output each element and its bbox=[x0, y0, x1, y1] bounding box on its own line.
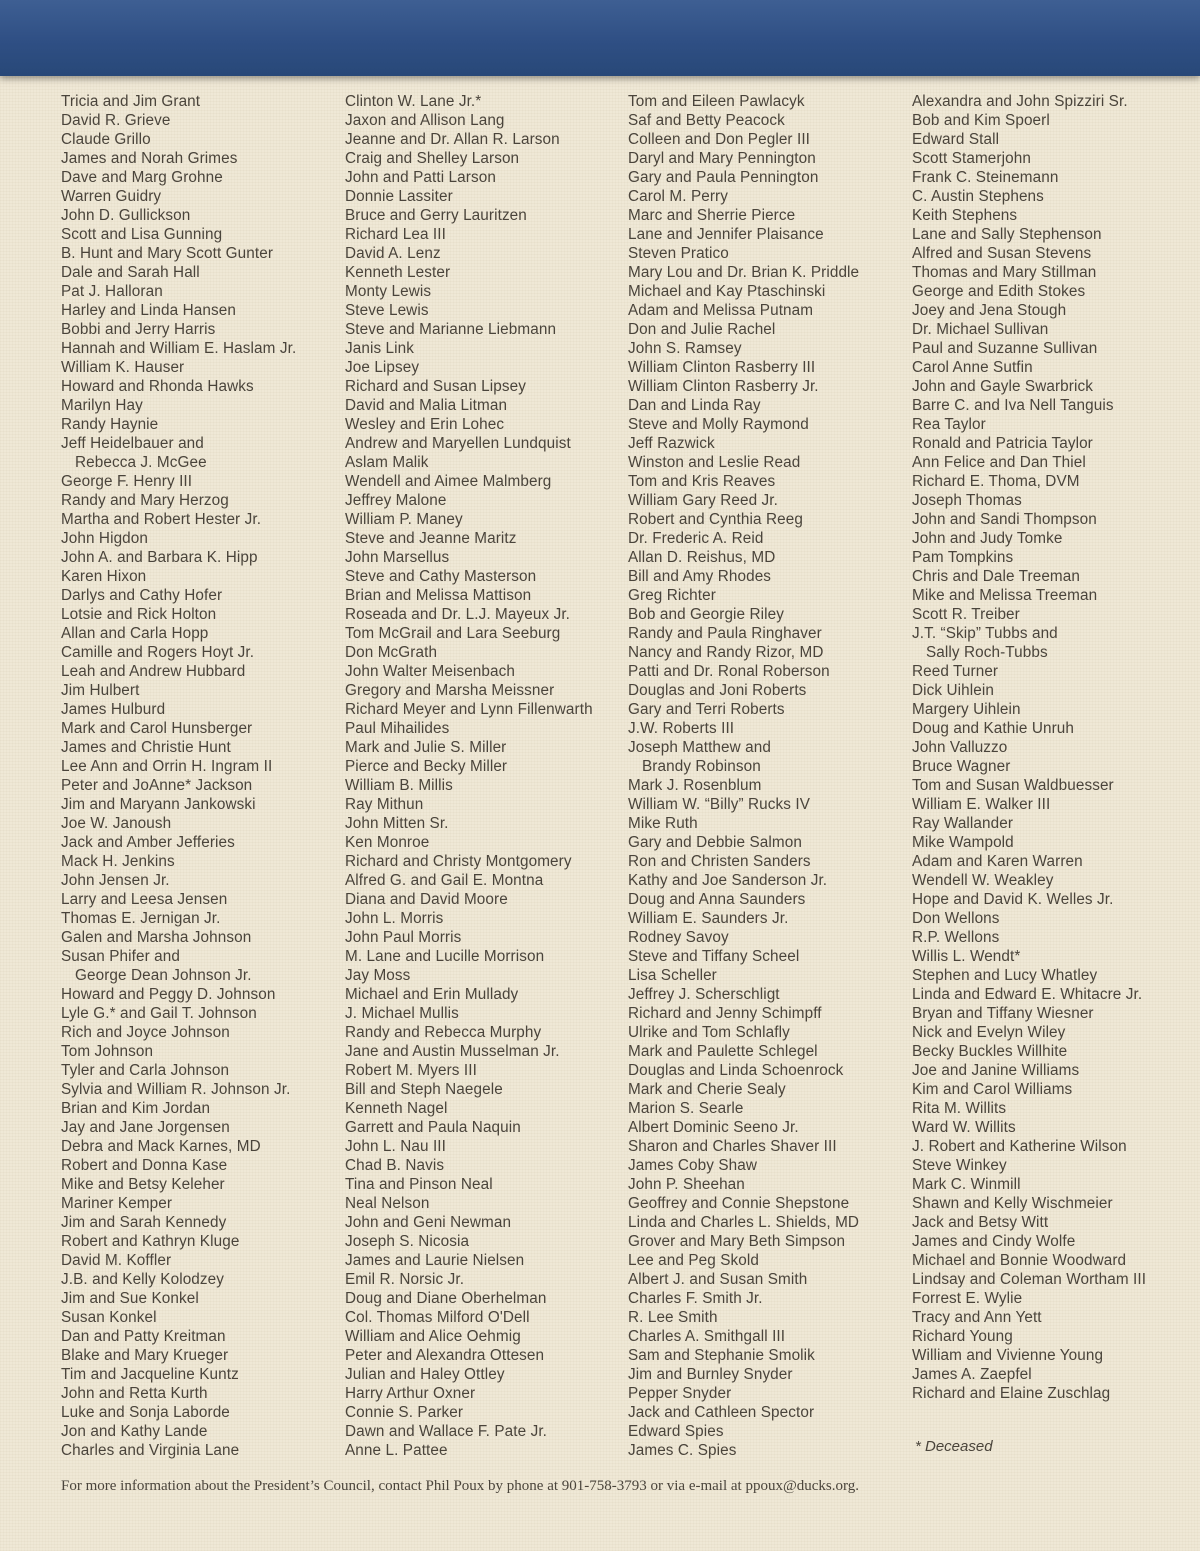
donor-name: Jane and Austin Musselman Jr. bbox=[345, 1043, 560, 1060]
donor-name: Joseph Thomas bbox=[912, 492, 1022, 509]
donor-name: Willis L. Wendt* bbox=[912, 948, 1021, 965]
donor-name: Randy and Mary Herzog bbox=[61, 492, 229, 509]
donor-name: William E. Walker III bbox=[912, 796, 1051, 813]
donor-name: William E. Saunders Jr. bbox=[628, 910, 789, 927]
donor-name: Mike Wampold bbox=[912, 834, 1014, 851]
donor-name: Marc and Sherrie Pierce bbox=[628, 207, 796, 224]
donor-name: Neal Nelson bbox=[345, 1195, 430, 1212]
donor-name: Donnie Lassiter bbox=[345, 188, 453, 205]
donor-name: Stephen and Lucy Whatley bbox=[912, 967, 1098, 984]
donor-name: Steve and Molly Raymond bbox=[628, 416, 809, 433]
donor-name: John Walter Meisenbach bbox=[345, 663, 515, 680]
donor-name: Aslam Malik bbox=[345, 454, 429, 471]
donor-name: Lindsay and Coleman Wortham III bbox=[912, 1271, 1147, 1288]
donor-name: C. Austin Stephens bbox=[912, 188, 1044, 205]
donor-name: Sylvia and William R. Johnson Jr. bbox=[61, 1081, 291, 1098]
donor-name: George and Edith Stokes bbox=[912, 283, 1086, 300]
donor-name: Paul and Suzanne Sullivan bbox=[912, 340, 1098, 357]
donor-name: Sam and Stephanie Smolik bbox=[628, 1347, 815, 1364]
donor-name: Kim and Carol Williams bbox=[912, 1081, 1073, 1098]
donor-name: Kenneth Nagel bbox=[345, 1100, 448, 1117]
donor-name: Marion S. Searle bbox=[628, 1100, 744, 1117]
donor-name: Mariner Kemper bbox=[61, 1195, 173, 1212]
donor-name: Richard and Christy Montgomery bbox=[345, 853, 572, 870]
donor-name: Mike and Melissa Treeman bbox=[912, 587, 1098, 604]
donor-column-4 bbox=[912, 92, 1192, 1403]
donor-name: Gary and Paula Pennington bbox=[628, 169, 819, 186]
donor-name: Scott and Lisa Gunning bbox=[61, 226, 223, 243]
donor-name: James C. Spies bbox=[628, 1442, 737, 1459]
donor-name: John P. Sheehan bbox=[628, 1176, 745, 1193]
donor-name: Martha and Robert Hester Jr. bbox=[61, 511, 262, 528]
donor-name: Joseph Matthew and bbox=[628, 739, 771, 756]
donor-name: William and Vivienne Young bbox=[912, 1347, 1104, 1364]
donor-name: Bobbi and Jerry Harris bbox=[61, 321, 216, 338]
donor-name: Randy Haynie bbox=[61, 416, 159, 433]
donor-name: Karen Hixon bbox=[61, 568, 147, 585]
donor-name: Mack H. Jenkins bbox=[61, 853, 175, 870]
donor-name: Tom and Kris Reaves bbox=[628, 473, 776, 490]
donor-name: Paul Mihailides bbox=[345, 720, 450, 737]
donor-name: Gregory and Marsha Meissner bbox=[345, 682, 555, 699]
donor-name: Brian and Kim Jordan bbox=[61, 1100, 211, 1117]
donor-name: Susan Phifer and bbox=[61, 948, 180, 965]
donor-name: David M. Koffler bbox=[61, 1252, 172, 1269]
donor-name: Steven Pratico bbox=[628, 245, 729, 262]
donor-name: Tom McGrail and Lara Seeburg bbox=[345, 625, 561, 642]
donor-name: Lotsie and Rick Holton bbox=[61, 606, 217, 623]
donor-name: Carol M. Perry bbox=[628, 188, 728, 205]
donor-name: Tom and Susan Waldbuesser bbox=[912, 777, 1114, 794]
donor-name: Steve and Cathy Masterson bbox=[345, 568, 537, 585]
donor-name: Susan Konkel bbox=[61, 1309, 157, 1326]
donor-name: Jeff Razwick bbox=[628, 435, 715, 452]
donor-name: Grover and Mary Beth Simpson bbox=[628, 1233, 846, 1250]
donor-name: Steve Winkey bbox=[912, 1157, 1007, 1174]
donor-name: Rodney Savoy bbox=[628, 929, 729, 946]
donor-name: Anne L. Pattee bbox=[345, 1442, 448, 1459]
donor-name: Mike Ruth bbox=[628, 815, 698, 832]
donor-name: Don McGrath bbox=[345, 644, 438, 661]
donor-name: Pierce and Becky Miller bbox=[345, 758, 508, 775]
donor-name: John L. Nau III bbox=[345, 1138, 446, 1155]
donor-name: Edward Spies bbox=[628, 1423, 724, 1440]
donor-column-3 bbox=[628, 92, 908, 1460]
donor-name: Greg Richter bbox=[628, 587, 716, 604]
donor-name: Lyle G.* and Gail T. Johnson bbox=[61, 1005, 257, 1022]
donor-name: Tom Johnson bbox=[61, 1043, 154, 1060]
donor-name: Thomas E. Jernigan Jr. bbox=[61, 910, 221, 927]
donor-name-continuation: Rebecca J. McGee bbox=[75, 454, 207, 471]
donor-name: Linda and Charles L. Shields, MD bbox=[628, 1214, 860, 1231]
donor-name: Tricia and Jim Grant bbox=[61, 93, 201, 110]
donor-name: Charles and Virginia Lane bbox=[61, 1442, 240, 1459]
donor-name: John Mitten Sr. bbox=[345, 815, 449, 832]
footer-contact-note: For more information about the President’s Council, contact Phil Poux by phone at 901-758-3793 or via e-mail at ppoux@ducks.org. bbox=[61, 1478, 859, 1494]
donor-name: Alfred and Susan Stevens bbox=[912, 245, 1092, 262]
donor-name: Garrett and Paula Naquin bbox=[345, 1119, 521, 1136]
donor-name: Hope and David K. Welles Jr. bbox=[912, 891, 1114, 908]
donor-name: Ward W. Willits bbox=[912, 1119, 1016, 1136]
donor-name: Saf and Betty Peacock bbox=[628, 112, 785, 129]
donor-name: Brian and Melissa Mattison bbox=[345, 587, 532, 604]
donor-name: Bill and Amy Rhodes bbox=[628, 568, 772, 585]
donor-name: David and Malia Litman bbox=[345, 397, 508, 414]
donor-name: Camille and Rogers Hoyt Jr. bbox=[61, 644, 255, 661]
donor-name: Pat J. Halloran bbox=[61, 283, 163, 300]
donor-name: Jeanne and Dr. Allan R. Larson bbox=[345, 131, 560, 148]
donor-name-continuation: Brandy Robinson bbox=[642, 758, 761, 775]
donor-name: Dr. Frederic A. Reid bbox=[628, 530, 764, 547]
donor-name: Joe W. Janoush bbox=[61, 815, 172, 832]
donor-name: James A. Zaepfel bbox=[912, 1366, 1032, 1383]
donor-name: William and Alice Oehmig bbox=[345, 1328, 521, 1345]
donor-name: Rea Taylor bbox=[912, 416, 986, 433]
donor-name: David R. Grieve bbox=[61, 112, 171, 129]
donor-name: Richard and Susan Lipsey bbox=[345, 378, 526, 395]
donor-name: Charles A. Smithgall III bbox=[628, 1328, 786, 1345]
donor-name: James Coby Shaw bbox=[628, 1157, 758, 1174]
donor-name: Jim and Sue Konkel bbox=[61, 1290, 199, 1307]
donor-name: Jaxon and Allison Lang bbox=[345, 112, 505, 129]
donor-name: William Clinton Rasberry Jr. bbox=[628, 378, 819, 395]
donor-name: Galen and Marsha Johnson bbox=[61, 929, 252, 946]
donor-name: Wendell and Aimee Malmberg bbox=[345, 473, 552, 490]
donor-name: Steve and Marianne Liebmann bbox=[345, 321, 557, 338]
donor-name-continuation: Sally Roch-Tubbs bbox=[926, 644, 1048, 661]
donor-name: Jeffrey J. Scherschligt bbox=[628, 986, 780, 1003]
donor-name: Joseph S. Nicosia bbox=[345, 1233, 470, 1250]
donor-name: Roseada and Dr. L.J. Mayeux Jr. bbox=[345, 606, 571, 623]
donor-name: Luke and Sonja Laborde bbox=[61, 1404, 230, 1421]
donor-name: Janis Link bbox=[345, 340, 415, 357]
donor-name: Alfred G. and Gail E. Montna bbox=[345, 872, 544, 889]
donor-name: Lane and Sally Stephenson bbox=[912, 226, 1102, 243]
donor-name: Joe and Janine Williams bbox=[912, 1062, 1080, 1079]
donor-name: Jim and Burnley Snyder bbox=[628, 1366, 793, 1383]
donor-name: William W. “Billy” Rucks IV bbox=[628, 796, 811, 813]
donor-name: Robert M. Myers III bbox=[345, 1062, 477, 1079]
donor-name: Albert Dominic Seeno Jr. bbox=[628, 1119, 799, 1136]
donor-name: Randy and Rebecca Murphy bbox=[345, 1024, 542, 1041]
donor-name: Jay and Jane Jorgensen bbox=[61, 1119, 230, 1136]
donor-name: Douglas and Joni Roberts bbox=[628, 682, 807, 699]
donor-name: Blake and Mary Krueger bbox=[61, 1347, 229, 1364]
donor-name: John S. Ramsey bbox=[628, 340, 742, 357]
donor-name: Dave and Marg Grohne bbox=[61, 169, 223, 186]
donor-name: Lee and Peg Skold bbox=[628, 1252, 759, 1269]
donor-name: Col. Thomas Milford O'Dell bbox=[345, 1309, 530, 1326]
donor-name: Jack and Cathleen Spector bbox=[628, 1404, 815, 1421]
donor-name: Peter and JoAnne* Jackson bbox=[61, 777, 253, 794]
donor-name: John and Patti Larson bbox=[345, 169, 496, 186]
donor-name: Ray Wallander bbox=[912, 815, 1014, 832]
donor-name: Dick Uihlein bbox=[912, 682, 994, 699]
donor-name: John D. Gullickson bbox=[61, 207, 191, 224]
donor-name: Tracy and Ann Yett bbox=[912, 1309, 1042, 1326]
donor-name: James Hulburd bbox=[61, 701, 166, 718]
donor-name: Allan and Carla Hopp bbox=[61, 625, 209, 642]
donor-name: William P. Maney bbox=[345, 511, 463, 528]
donor-name: Tim and Jacqueline Kuntz bbox=[61, 1366, 239, 1383]
donor-name: Dawn and Wallace F. Pate Jr. bbox=[345, 1423, 548, 1440]
donor-name: Doug and Anna Saunders bbox=[628, 891, 806, 908]
donor-name: Albert J. and Susan Smith bbox=[628, 1271, 808, 1288]
donor-name: Doug and Kathie Unruh bbox=[912, 720, 1074, 737]
donor-name: Michael and Bonnie Woodward bbox=[912, 1252, 1127, 1269]
donor-name: Shawn and Kelly Wischmeier bbox=[912, 1195, 1113, 1212]
donor-name: Ken Monroe bbox=[345, 834, 430, 851]
deceased-note: * Deceased bbox=[915, 1438, 993, 1455]
donor-name: Tina and Pinson Neal bbox=[345, 1176, 493, 1193]
donor-name: Rita M. Willits bbox=[912, 1100, 1007, 1117]
donor-name: J. Michael Mullis bbox=[345, 1005, 459, 1022]
donor-name: Leah and Andrew Hubbard bbox=[61, 663, 246, 680]
donor-name: Winston and Leslie Read bbox=[628, 454, 801, 471]
donor-name: Lisa Scheller bbox=[628, 967, 717, 984]
donor-name: John and Sandi Thompson bbox=[912, 511, 1097, 528]
donor-name: Edward Stall bbox=[912, 131, 1000, 148]
donor-name: Craig and Shelley Larson bbox=[345, 150, 520, 167]
donor-name: Scott R. Treiber bbox=[912, 606, 1020, 623]
donor-name: Bob and Georgie Riley bbox=[628, 606, 785, 623]
donor-name: Steve and Jeanne Maritz bbox=[345, 530, 517, 547]
donor-name: Bill and Steph Naegele bbox=[345, 1081, 503, 1098]
donor-name: Connie S. Parker bbox=[345, 1404, 464, 1421]
donor-name: R. Lee Smith bbox=[628, 1309, 718, 1326]
donor-name: Marilyn Hay bbox=[61, 397, 143, 414]
donor-name: John Valluzzo bbox=[912, 739, 1008, 756]
donor-name: Nancy and Randy Rizor, MD bbox=[628, 644, 824, 661]
donor-name: Mark and Paulette Schlegel bbox=[628, 1043, 818, 1060]
donor-name: R.P. Wellons bbox=[912, 929, 1000, 946]
donor-name: Steve Lewis bbox=[345, 302, 429, 319]
donor-name: Margery Uihlein bbox=[912, 701, 1021, 718]
donor-name: Michael and Erin Mullady bbox=[345, 986, 519, 1003]
donor-name: Colleen and Don Pegler III bbox=[628, 131, 811, 148]
donor-column-2 bbox=[345, 92, 625, 1460]
donor-name: Jim and Maryann Jankowski bbox=[61, 796, 256, 813]
donor-name: George F. Henry III bbox=[61, 473, 193, 490]
donor-name: James and Norah Grimes bbox=[61, 150, 238, 167]
donor-name: M. Lane and Lucille Morrison bbox=[345, 948, 545, 965]
donor-name: Robert and Kathryn Kluge bbox=[61, 1233, 240, 1250]
donor-name: Jack and Betsy Witt bbox=[912, 1214, 1049, 1231]
donor-name: Harley and Linda Hansen bbox=[61, 302, 236, 319]
donor-name: Nick and Evelyn Wiley bbox=[912, 1024, 1066, 1041]
donor-name: Harry Arthur Oxner bbox=[345, 1385, 476, 1402]
donor-name: James and Christie Hunt bbox=[61, 739, 231, 756]
donor-name: Keith Stephens bbox=[912, 207, 1018, 224]
donor-name: Richard and Elaine Zuschlag bbox=[912, 1385, 1111, 1402]
donor-name: Sharon and Charles Shaver III bbox=[628, 1138, 837, 1155]
header-band bbox=[0, 0, 1200, 76]
donor-name: Jay Moss bbox=[345, 967, 411, 984]
donor-name: Allan D. Reishus, MD bbox=[628, 549, 776, 566]
donor-name: John and Gayle Swarbrick bbox=[912, 378, 1093, 395]
donor-name: John Marsellus bbox=[345, 549, 450, 566]
donor-name: Mark and Cherie Sealy bbox=[628, 1081, 786, 1098]
donor-name: Carol Anne Sutfin bbox=[912, 359, 1033, 376]
donor-name: Andrew and Maryellen Lundquist bbox=[345, 435, 571, 452]
donor-name: J.B. and Kelly Kolodzey bbox=[61, 1271, 225, 1288]
donor-name: Ann Felice and Dan Thiel bbox=[912, 454, 1086, 471]
donor-name: Bryan and Tiffany Wiesner bbox=[912, 1005, 1094, 1022]
donor-name: Ray Mithun bbox=[345, 796, 424, 813]
donor-name: Howard and Rhonda Hawks bbox=[61, 378, 254, 395]
donor-name: Robert and Cynthia Reeg bbox=[628, 511, 803, 528]
donor-name: John and Retta Kurth bbox=[61, 1385, 208, 1402]
donor-name: Clinton W. Lane Jr.* bbox=[345, 93, 482, 110]
donor-name: Lane and Jennifer Plaisance bbox=[628, 226, 824, 243]
donor-name: Hannah and William E. Haslam Jr. bbox=[61, 340, 297, 357]
donor-name: Tyler and Carla Johnson bbox=[61, 1062, 230, 1079]
donor-name: Linda and Edward E. Whitacre Jr. bbox=[912, 986, 1143, 1003]
donor-name: Dan and Patty Kreitman bbox=[61, 1328, 226, 1345]
donor-name: Don and Julie Rachel bbox=[628, 321, 776, 338]
donor-name: Emil R. Norsic Jr. bbox=[345, 1271, 465, 1288]
donor-name: Frank C. Steinemann bbox=[912, 169, 1059, 186]
donor-name: Mark C. Winmill bbox=[912, 1176, 1021, 1193]
donor-name: Jack and Amber Jefferies bbox=[61, 834, 235, 851]
donor-name: Debra and Mack Karnes, MD bbox=[61, 1138, 261, 1155]
donor-name: Gary and Debbie Salmon bbox=[628, 834, 802, 851]
donor-name: Ron and Christen Sanders bbox=[628, 853, 811, 870]
donor-name: William K. Hauser bbox=[61, 359, 185, 376]
donor-name: Doug and Diane Oberhelman bbox=[345, 1290, 547, 1307]
donor-name: Mark J. Rosenblum bbox=[628, 777, 762, 794]
donor-name: Richard E. Thoma, DVM bbox=[912, 473, 1080, 490]
donor-name: Chris and Dale Treeman bbox=[912, 568, 1080, 585]
donor-name: John Jensen Jr. bbox=[61, 872, 170, 889]
donor-name: Warren Guidry bbox=[61, 188, 162, 205]
donor-name: Douglas and Linda Schoenrock bbox=[628, 1062, 844, 1079]
donor-name: Adam and Karen Warren bbox=[912, 853, 1083, 870]
donor-name: Pam Tompkins bbox=[912, 549, 1014, 566]
donor-name: Jim and Sarah Kennedy bbox=[61, 1214, 227, 1231]
donor-name: Patti and Dr. Ronal Roberson bbox=[628, 663, 830, 680]
donor-name: Gary and Terri Roberts bbox=[628, 701, 785, 718]
donor-name: Bruce Wagner bbox=[912, 758, 1011, 775]
donor-name: Jon and Kathy Lande bbox=[61, 1423, 208, 1440]
donor-name: Geoffrey and Connie Shepstone bbox=[628, 1195, 850, 1212]
donor-name: Kenneth Lester bbox=[345, 264, 451, 281]
donor-name: Scott Stamerjohn bbox=[912, 150, 1031, 167]
donor-name: Diana and David Moore bbox=[345, 891, 508, 908]
donor-name: Robert and Donna Kase bbox=[61, 1157, 228, 1174]
donor-name: Jim Hulbert bbox=[61, 682, 140, 699]
donor-name: Daryl and Mary Pennington bbox=[628, 150, 816, 167]
donor-name: Richard Young bbox=[912, 1328, 1013, 1345]
donor-name: Becky Buckles Willhite bbox=[912, 1043, 1068, 1060]
donor-name: Adam and Melissa Putnam bbox=[628, 302, 814, 319]
donor-name: James and Cindy Wolfe bbox=[912, 1233, 1076, 1250]
donor-name: Bob and Kim Spoerl bbox=[912, 112, 1050, 129]
donor-name-continuation: George Dean Johnson Jr. bbox=[75, 967, 252, 984]
donor-name: Howard and Peggy D. Johnson bbox=[61, 986, 276, 1003]
donor-name: Randy and Paula Ringhaver bbox=[628, 625, 822, 642]
donor-name: Barre C. and Iva Nell Tanguis bbox=[912, 397, 1114, 414]
donor-name: Dr. Michael Sullivan bbox=[912, 321, 1049, 338]
donor-name: William Gary Reed Jr. bbox=[628, 492, 778, 509]
donor-name: Dale and Sarah Hall bbox=[61, 264, 200, 281]
donor-name: Thomas and Mary Stillman bbox=[912, 264, 1097, 281]
donor-name: Kathy and Joe Sanderson Jr. bbox=[628, 872, 828, 889]
donor-name: B. Hunt and Mary Scott Gunter bbox=[61, 245, 274, 262]
donor-name: Joey and Jena Stough bbox=[912, 302, 1067, 319]
donor-name: John Higdon bbox=[61, 530, 148, 547]
donor-name: William Clinton Rasberry III bbox=[628, 359, 816, 376]
donor-name: Darlys and Cathy Hofer bbox=[61, 587, 223, 604]
donor-name: Mike and Betsy Keleher bbox=[61, 1176, 225, 1193]
donor-name: James and Laurie Nielsen bbox=[345, 1252, 525, 1269]
donor-name: Lee Ann and Orrin H. Ingram II bbox=[61, 758, 273, 775]
donor-name: Forrest E. Wylie bbox=[912, 1290, 1023, 1307]
donor-name: Richard Lea III bbox=[345, 226, 446, 243]
donor-name: Richard and Jenny Schimpff bbox=[628, 1005, 822, 1022]
donor-name: Wendell W. Weakley bbox=[912, 872, 1054, 889]
donor-column-1 bbox=[61, 92, 341, 1460]
donor-name: Bruce and Gerry Lauritzen bbox=[345, 207, 527, 224]
donor-name: Tom and Eileen Pawlacyk bbox=[628, 93, 805, 110]
donor-name: John Paul Morris bbox=[345, 929, 462, 946]
donor-name: John and Judy Tomke bbox=[912, 530, 1063, 547]
donor-name: Jeff Heidelbauer and bbox=[61, 435, 204, 452]
donor-name: Ronald and Patricia Taylor bbox=[912, 435, 1093, 452]
donor-name: William B. Millis bbox=[345, 777, 453, 794]
donor-name: Claude Grillo bbox=[61, 131, 151, 148]
donor-name: Rich and Joyce Johnson bbox=[61, 1024, 230, 1041]
donor-name: John and Geni Newman bbox=[345, 1214, 512, 1231]
donor-name: J.T. “Skip” Tubbs and bbox=[912, 625, 1058, 642]
donor-name: Michael and Kay Ptaschinski bbox=[628, 283, 826, 300]
donor-name: Charles F. Smith Jr. bbox=[628, 1290, 763, 1307]
donor-name: Don Wellons bbox=[912, 910, 1000, 927]
donor-name: Dan and Linda Ray bbox=[628, 397, 761, 414]
donor-name: David A. Lenz bbox=[345, 245, 441, 262]
donor-name: Chad B. Navis bbox=[345, 1157, 445, 1174]
donor-name: Mary Lou and Dr. Brian K. Priddle bbox=[628, 264, 860, 281]
donor-name: John L. Morris bbox=[345, 910, 444, 927]
donor-name: Joe Lipsey bbox=[345, 359, 420, 376]
donor-name: Julian and Haley Ottley bbox=[345, 1366, 505, 1383]
donor-name: Monty Lewis bbox=[345, 283, 432, 300]
donor-name: J.W. Roberts III bbox=[628, 720, 735, 737]
donor-name: John A. and Barbara K. Hipp bbox=[61, 549, 258, 566]
donor-name: Jeffrey Malone bbox=[345, 492, 447, 509]
donor-name: Steve and Tiffany Scheel bbox=[628, 948, 800, 965]
donor-name: Richard Meyer and Lynn Fillenwarth bbox=[345, 701, 593, 718]
donor-name: Mark and Carol Hunsberger bbox=[61, 720, 253, 737]
donor-name: Reed Turner bbox=[912, 663, 999, 680]
donor-name: J. Robert and Katherine Wilson bbox=[912, 1138, 1127, 1155]
donor-name: Pepper Snyder bbox=[628, 1385, 732, 1402]
donor-name: Alexandra and John Spizziri Sr. bbox=[912, 93, 1128, 110]
donor-name: Larry and Leesa Jensen bbox=[61, 891, 228, 908]
donor-name: Wesley and Erin Lohec bbox=[345, 416, 505, 433]
donor-name: Peter and Alexandra Ottesen bbox=[345, 1347, 545, 1364]
donor-name: Mark and Julie S. Miller bbox=[345, 739, 507, 756]
donor-name: Ulrike and Tom Schlafly bbox=[628, 1024, 790, 1041]
